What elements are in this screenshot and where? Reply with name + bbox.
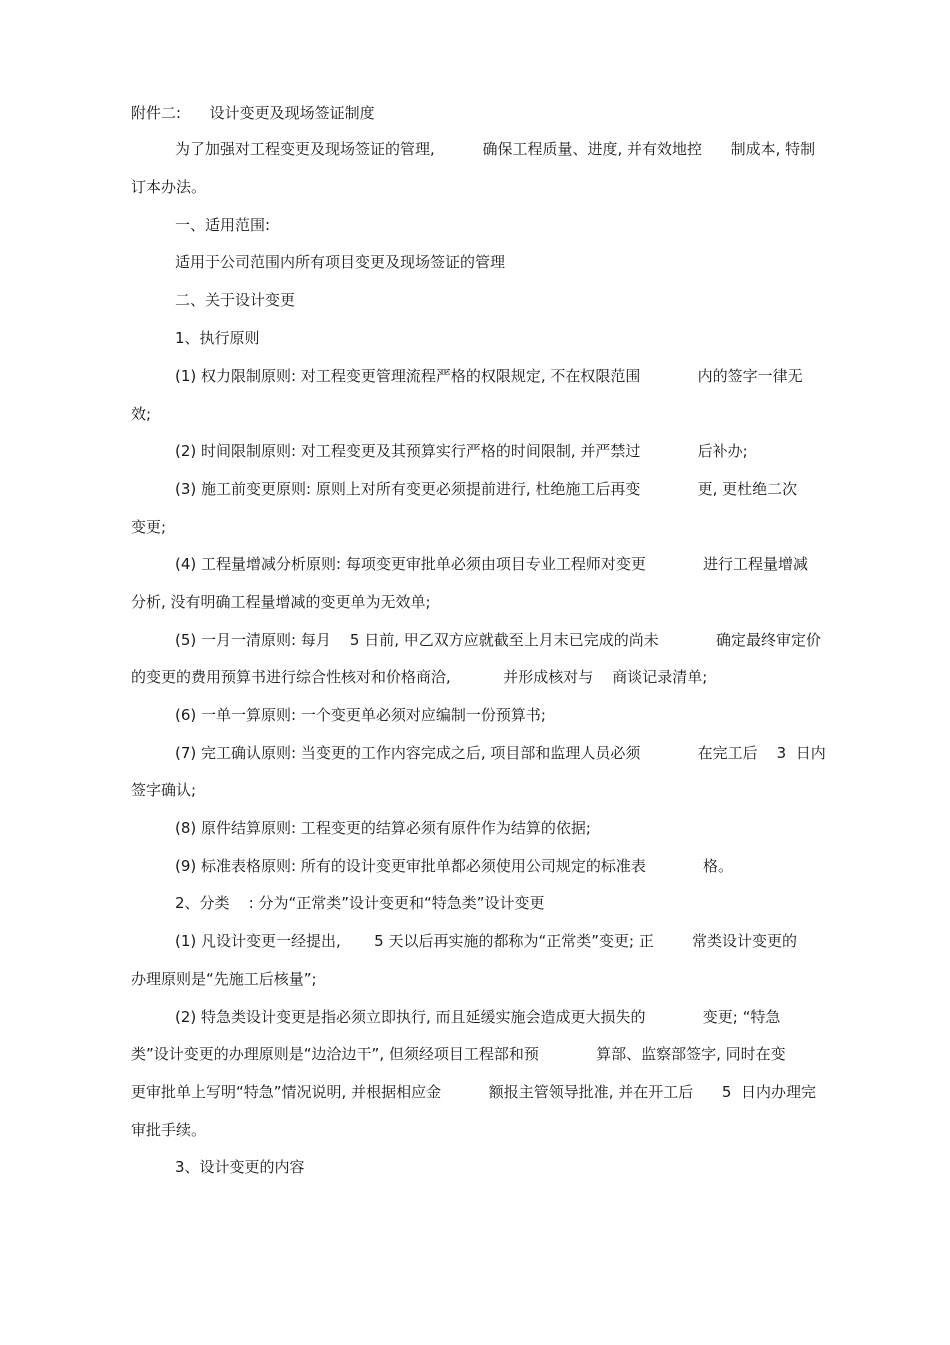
paragraph-line: 分析, 没有明确工程量增减的变更单为无效单; [131,593,431,611]
subsection-heading: 2、分类 : 分为“正常类”设计变更和“特急类”设计变更 [175,894,545,912]
paragraph-line: (9) 标准表格原则: 所有的设计变更审批单都必须使用公司规定的标准表 格。 [175,857,734,875]
paragraph-line: 签字确认; [131,781,197,799]
subsection-heading: 3、设计变更的内容 [175,1158,305,1176]
paragraph-line: 类”设计变更的办理原则是“边洽边干”, 但须经项目工程部和预 算部、监察部签字, 同时在变 [131,1045,786,1063]
subsection-heading: 1、执行原则 [175,329,260,347]
paragraph-line: 订本办法。 [131,178,207,196]
paragraph-line: 审批手续。 [131,1121,207,1139]
paragraph-line: (4) 工程量增减分析原则: 每项变更审批单必须由项目专业工程师对变更 进行工程量增减 [175,555,809,573]
paragraph-line: 适用于公司范围内所有项目变更及现场签证的管理 [175,253,506,271]
paragraph-line: 为了加强对工程变更及现场签证的管理, 确保工程质量、进度, 并有效地控 制成本, 特制 [175,140,816,158]
paragraph-line: (3) 施工前变更原则: 原则上对所有变更必须提前进行, 杜绝施工后再变 更, 更杜绝二次 [175,480,798,498]
paragraph-line: 效; [131,405,152,423]
document-title: 附件二: 设计变更及现场签证制度 [131,104,375,122]
paragraph-line: (2) 特急类设计变更是指必须立即执行, 而且延缓实施会造成更大损失的 变更; “特急 [175,1008,781,1026]
paragraph-line: (2) 时间限制原则: 对工程变更及其预算实行严格的时间限制, 并严禁过 后补办; [175,442,748,460]
paragraph-line: (7) 完工确认原则: 当变更的工作内容完成之后, 项目部和监理人员必须 在完工后 3 日内 [175,744,826,762]
paragraph-line: 更审批单上写明“特急”情况说明, 并根据相应金 额报主管领导批准, 并在开工后 5 日内办理完 [131,1083,816,1101]
paragraph-line: (5) 一月一清原则: 每月 5 日前, 甲乙双方应就截至上月末已完成的尚未 确定最终审定价 [175,631,821,649]
section-heading: 二、关于设计变更 [175,291,296,309]
paragraph-line: 变更; [131,518,167,536]
paragraph-line: (8) 原件结算原则: 工程变更的结算必须有原件作为结算的依据; [175,819,591,837]
paragraph-line: 的变更的费用预算书进行综合性核对和价格商洽, 并形成核对与 商谈记录清单; [131,668,708,686]
paragraph-line: 办理原则是“先施工后核量”; [131,970,317,988]
paragraph-line: (1) 凡设计变更一经提出, 5 天以后再实施的都称为“正常类”变更; 正 常类设计变更的 [175,932,797,950]
section-heading: 一、适用范围: [175,216,271,234]
paragraph-line: (1) 权力限制原则: 对工程变更管理流程严格的权限规定, 不在权限范围 内的签字一律无 [175,367,803,385]
paragraph-line: (6) 一单一算原则: 一个变更单必须对应编制一份预算书; [175,706,546,724]
